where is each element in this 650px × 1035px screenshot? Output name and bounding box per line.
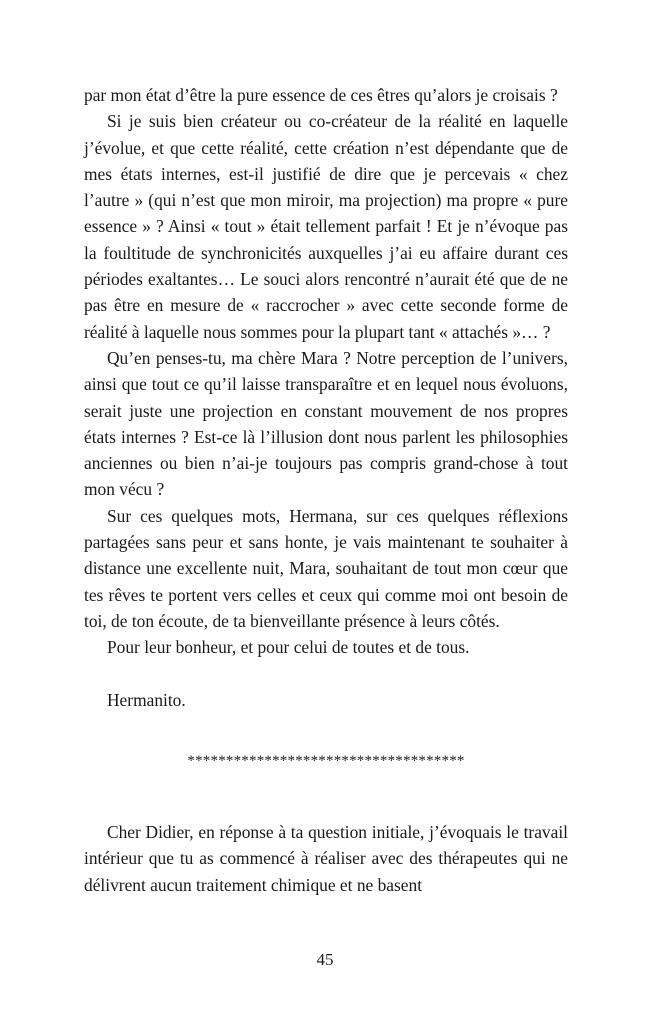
page-number: 45 xyxy=(316,950,334,969)
paragraph-closing: Cher Didier, en réponse à ta question initiale, j’évoquais le travail intérieur que tu as commencé à réaliser avec des thérapeutes qui ne délivrent aucun traitement chimique et ne basent xyxy=(84,822,568,895)
paragraph: Si je suis bien créateur ou co-créateur de la réalité en laquelle j’évolue, et que cette réalité, cette création n’est dépendante que de mes états internes, est-il justifié de dire que je percevais « chez l’autre » (qui n’est que mon miroir, ma projection) ma propre « pure essence » ? Ainsi « tout » était tellement parfait ! Et je n’évoque pas la foultitude de synchronicités auxquelles j’ai eu affaire durant ces périodes exaltantes… Le souci alors rencontré n’aurait été que de ne pas être en mesure de « raccrocher » avec cette seconde forme de réalité à laquelle nous sommes pour la plupart tant « attachés »… ? xyxy=(84,111,568,342)
paragraph-continuation: par mon état d’être la pure essence de ces êtres qu’alors je croisais ? xyxy=(84,85,558,105)
paragraph: Qu’en penses-tu, ma chère Mara ? Notre perception de l’univers, ainsi que tout ce qu’il laisse transparaître et en lequel nous évoluons, serait juste une projection en constant mouvement de nos propres états internes ? Est-ce là l’illusion dont nous parlent les philosophies anciennes ou bien n’ai-je toujours pas compris grand-chose à tout mon vécu ? xyxy=(84,347,568,500)
paragraph: Pour leur bonheur, et pour celui de toutes et de tous. xyxy=(107,637,470,658)
paragraph: Sur ces quelques mots, Hermana, sur ces quelques réflexions partagées sans peur et sans honte, je vais maintenant te souhaiter à distance une excellente nuit, Mara, souhaitant de tout mon cœur que tes rêves te portent vers celles et ceux qui comme moi ont besoin de toi, de ton écoute, de ta bienveillante présence à leurs côtés. xyxy=(84,505,568,631)
section-separator: ************************************ xyxy=(187,752,465,769)
page-body xyxy=(84,82,568,898)
signature: Hermanito. xyxy=(107,689,186,710)
